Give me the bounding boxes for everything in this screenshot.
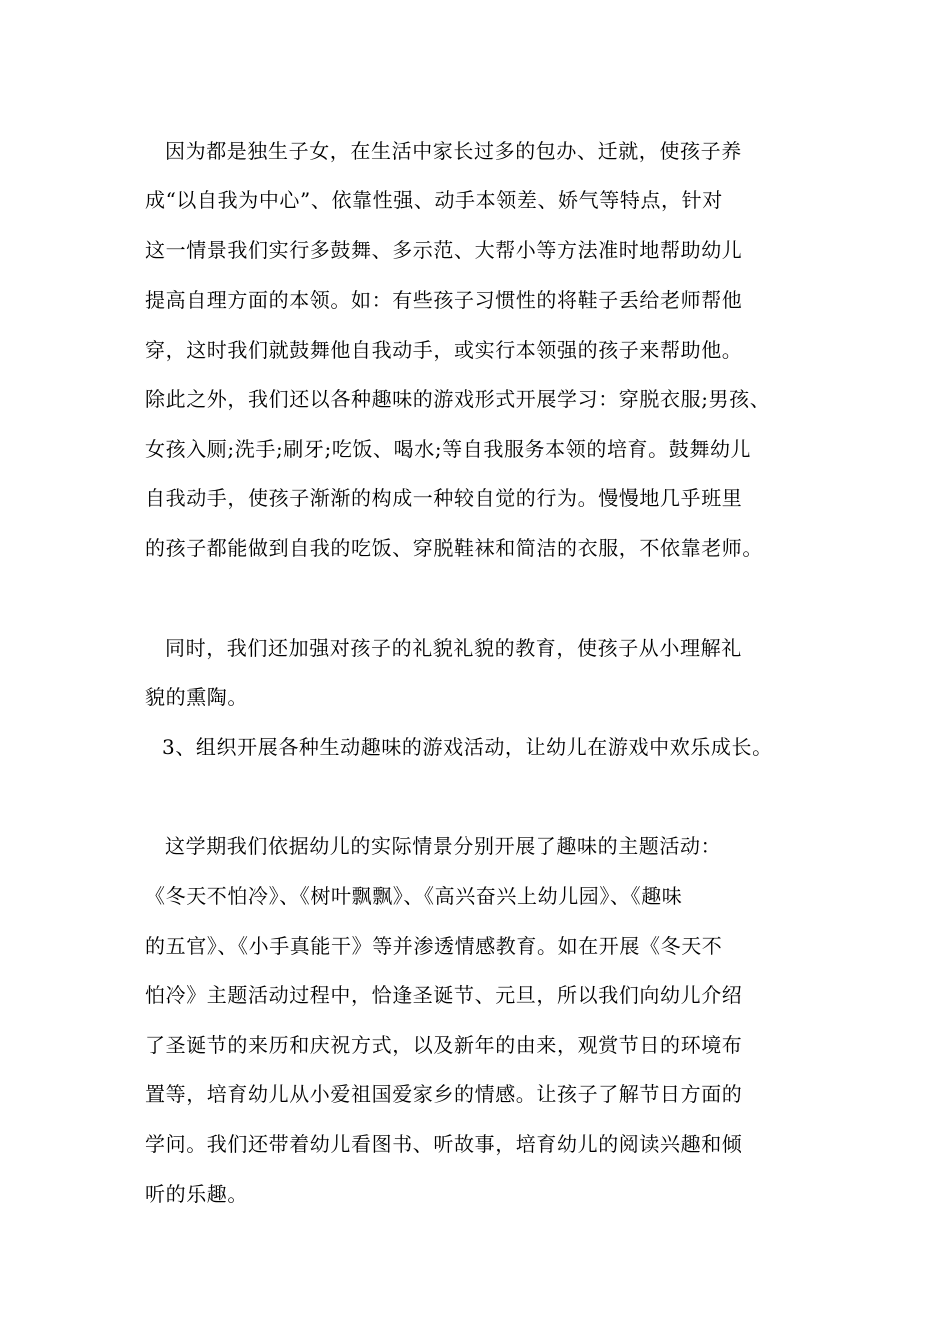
section-heading-3: 3、组织开展各种生动趣味的游戏活动，让幼儿在游戏中欢乐成长。 — [162, 735, 773, 759]
paragraph-1-line-9: 的孩子都能做到自我的吃饭、穿脱鞋袜和简洁的衣服，不依靠老师。 — [145, 536, 763, 560]
paragraph-3-line-3: 的五官》、《小手真能干》等并渗透情感教育。如在开展《冬天不 — [145, 934, 723, 958]
paragraph-3-line-2: 《冬天不怕冷》、《树叶飘飘》、《高兴奋兴上幼儿园》、《趣味 — [145, 884, 683, 908]
paragraph-1-line-6: 除此之外，我们还以各种趣味的游戏形式开展学习：穿脱衣服;男孩、 — [145, 387, 771, 411]
paragraph-3-line-5: 了圣诞节的来历和庆祝方式，以及新年的由来，观赏节日的环境布 — [145, 1033, 743, 1057]
paragraph-3-line-6: 置等，培育幼儿从小爱祖国爱家乡的情感。让孩子了解节日方面的 — [145, 1082, 743, 1106]
paragraph-3-line-4: 怕冷》主题活动过程中，恰逢圣诞节、元旦，所以我们向幼儿介绍 — [145, 983, 743, 1007]
paragraph-3-line-1: 这学期我们依据幼儿的实际情景分别开展了趣味的主题活动： — [165, 834, 722, 858]
paragraph-1-line-5: 穿，这时我们就鼓舞他自我动手，或实行本领强的孩子来帮助他。 — [145, 338, 743, 362]
paragraph-1-line-8: 自我动手，使孩子渐渐的构成一种较自觉的行为。慢慢地几乎班里 — [145, 486, 743, 510]
paragraph-3-line-7: 学问。我们还带着幼儿看图书、听故事，培育幼儿的阅读兴趣和倾 — [145, 1132, 743, 1156]
paragraph-1-line-4: 提高自理方面的本领。如：有些孩子习惯性的将鞋子丢给老师帮他 — [145, 288, 743, 312]
paragraph-3-line-8: 听的乐趣。 — [145, 1182, 248, 1206]
paragraph-1-line-7: 女孩入厕;洗手;刷牙;吃饭、喝水;等自我服务本领的培育。鼓舞幼儿 — [145, 437, 752, 461]
paragraph-1-line-2: 成“以自我为中心”、依靠性强、动手本领差、娇气等特点，针对 — [145, 188, 723, 212]
paragraph-1-line-1: 因为都是独生子女，在生活中家长过多的包办、迁就，使孩子养 — [165, 139, 742, 163]
paragraph-1-line-3: 这一情景我们实行多鼓舞、多示范、大帮小等方法准时地帮助幼儿 — [145, 238, 743, 262]
paragraph-2-line-1: 同时，我们还加强对孩子的礼貌礼貌的教育，使孩子从小理解礼 — [165, 636, 742, 660]
paragraph-2-line-2: 貌的熏陶。 — [145, 685, 248, 709]
